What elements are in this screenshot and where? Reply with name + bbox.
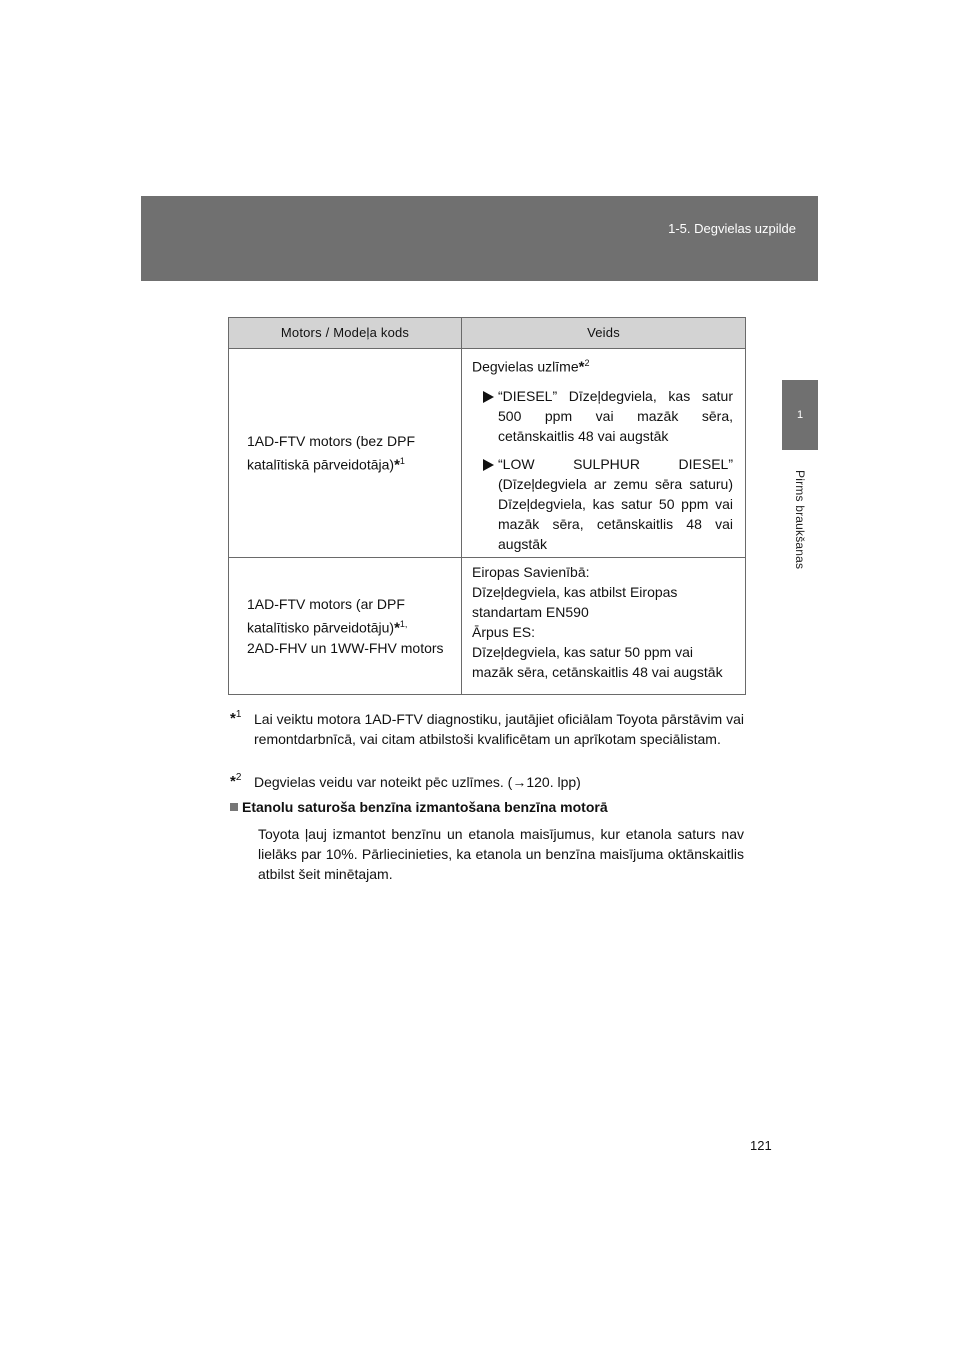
footnote-1 xyxy=(230,709,744,749)
footnote-ref: 2 xyxy=(584,358,590,368)
ethanol-paragraph: Toyota ļauj izmantot benzīnu un etanola maisījumus, kur etanola saturs nav lielāks par 10%. Pārliecinieties, ka etanola un benzīna maisījuma oktānskaitlis atbilst šeit minētajam. xyxy=(258,826,744,882)
section-title: 1-5. Degvielas uzpilde xyxy=(668,221,796,236)
model-cell xyxy=(229,349,462,558)
footnote-ref: 1 xyxy=(399,455,405,466)
table-row xyxy=(229,558,746,695)
type-cell xyxy=(462,558,746,695)
footnote-1-text: Lai veiktu motora 1AD-FTV diagnostiku, jautājiet oficiālam Toyota pārstāvim vai remontdarbnīcā, vai citam atbilstoši kvalificētam un aprīkotam speciālistam. xyxy=(254,711,744,747)
fuel-type-table xyxy=(228,317,746,695)
chapter-tab[interactable] xyxy=(782,380,818,450)
col-header-type: Veids xyxy=(462,318,746,349)
model-cell xyxy=(229,558,462,695)
section-heading: Etanolu saturoša benzīna izmantošana benzīna motorā xyxy=(230,799,608,815)
type-cell xyxy=(462,349,746,558)
footnote-star-icon: *$^2$ xyxy=(230,772,242,790)
fuel-option-diesel: “DIESEL” Dīzeļdegviela, kas satur 500 ppm vai mazāk sēra, cetānskaitlis 48 vai augstāk xyxy=(480,386,733,446)
footnote-2-text: Degvielas veidu var noteikt pēc uzlīmes. (→120. lpp) xyxy=(254,774,581,790)
table-row xyxy=(229,349,746,558)
model-text-b: 2AD-FHV un 1WW-FHV motors xyxy=(247,640,444,657)
table-header-row xyxy=(229,318,746,349)
footnote-star-icon: * xyxy=(578,358,585,376)
square-bullet-icon xyxy=(230,803,238,811)
footnote-star-icon: * xyxy=(394,456,400,474)
footnote-star-icon: * xyxy=(394,619,400,637)
label-intro: Degvielas uzlīme xyxy=(472,358,579,375)
fuel-option-low-sulphur: “LOW SULPHUR DIESEL” (Dīzeļdegviela ar zemu sēra saturu) Dīzeļdegviela, kas satur 50 ppm vai mazāk sēra, cetānskaitlis 48 vai augstāk xyxy=(480,454,733,554)
page-number: 121 xyxy=(750,1138,772,1153)
chapter-header-band xyxy=(141,196,818,281)
footnote-2 xyxy=(230,772,744,792)
region-eu: Eiropas Savienībā: xyxy=(472,564,590,580)
model-text-a: 1AD-FTV motors (ar DPF katalītisko pārveidotāju) xyxy=(247,595,405,636)
model-text: 1AD-FTV motors (bez DPF katalītiskā pārveidotāja) xyxy=(247,432,416,473)
chapter-tab-number: 1 xyxy=(796,409,804,421)
fuel-non-eu: Dīzeļdegviela, kas satur 50 ppm vai mazāk sēra, cetānskaitlis 48 vai augstāk xyxy=(472,644,723,680)
footnote-ref: 1, xyxy=(399,618,408,629)
fuel-eu: Dīzeļdegviela, kas atbilst Eiropas standartam EN590 xyxy=(472,584,678,620)
chapter-vertical-label: Pirms braukšanas xyxy=(793,470,807,570)
col-header-model: Motors / Modeļa kods xyxy=(229,318,462,349)
footnote-star-icon: *$^1$ xyxy=(230,709,242,727)
region-non-eu: Ārpus ES: xyxy=(472,624,536,640)
label-intro-line xyxy=(472,353,733,378)
